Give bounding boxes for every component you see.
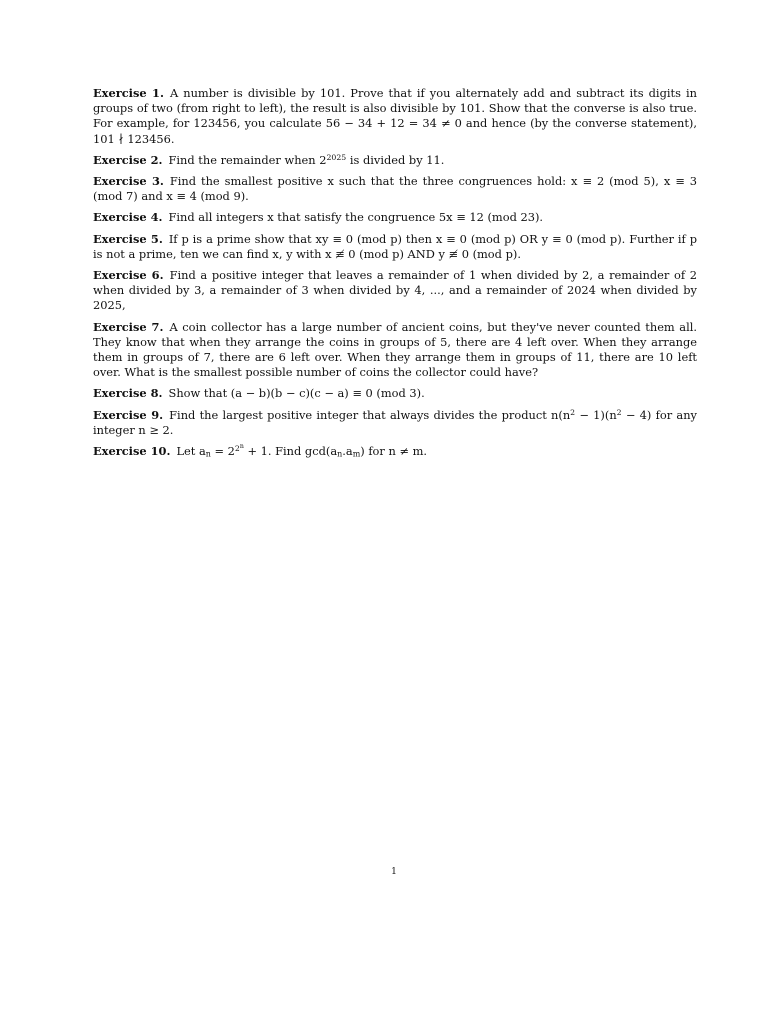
exercise-text: A number is divisible by 101. Prove that if you alternately add and subtract its digits in groups of two (from right to left), the result is also divisible by 101. Show that the converse is also true. For example, for 123456, you calculate 56 − 34 + 12 = 34 ≠ 0 and hence (by the converse statement), 101 ∤ 123456.	[93, 86, 697, 146]
exercise-label: Exercise 5.	[93, 231, 163, 246]
exercise-text: A coin collector has a large number of ancient coins, but they've never counted them all. They know that when they arrange the coins in groups of 5, there are 4 left over. When they arrange them in groups of 7, there are 6 left over. When they arrange them in groups of 11, there are 10 left over. What is the smallest possible number of coins the collector could have?	[93, 319, 697, 380]
exercise-text: Find the remainder when 2	[168, 152, 327, 167]
exercise-text: Find all integers x that satisfy the congruence 5x ≡ 12 (mod 23).	[168, 210, 544, 225]
exercise-3	[93, 174, 697, 204]
exponent: 2	[570, 407, 576, 417]
subscript: n	[205, 449, 211, 459]
exercise-text: Let a	[176, 444, 206, 459]
exercise-label: Exercise 7.	[93, 319, 164, 334]
exercise-text-dot: .a	[342, 444, 353, 459]
exercise-label: Exercise 6.	[93, 268, 164, 283]
exponent-exponent: n	[239, 442, 244, 450]
exercise-label: Exercise 2.	[93, 152, 163, 167]
subscript: m	[352, 449, 361, 459]
exercise-text-mid: + 1. Find gcd(a	[243, 444, 338, 459]
exponent: 2	[616, 407, 622, 417]
exercise-text-mid: − 1)(n	[575, 407, 617, 422]
subscript: n	[337, 449, 343, 459]
exercise-label: Exercise 1.	[93, 86, 164, 100]
exercise-6	[93, 268, 697, 314]
exercise-label: Exercise 9.	[93, 407, 164, 422]
exercise-text-tail: is divided by 11.	[346, 152, 445, 167]
exercise-2	[93, 153, 697, 168]
exponent	[235, 444, 244, 453]
exercise-9	[93, 408, 697, 438]
exercise-list	[93, 86, 697, 465]
exercise-10	[93, 444, 697, 459]
exercise-text: Show that (a − b)(b − c)(c − a) ≡ 0 (mod 3).	[168, 386, 425, 401]
exercise-text-tail: ) for n ≠ m.	[360, 444, 428, 459]
exercise-7	[93, 320, 697, 381]
exponent-base: 2	[234, 443, 240, 453]
exercise-text-tail: − 4) for any integer n ≥ 2.	[93, 407, 697, 437]
exercise-text: Find a positive integer that leaves a remainder of 1 when divided by 2, a remainder of 2 when divided by 3, a remainder of 3 when divided by 4, ..., and a remainder of 2024 when divided by 2025,	[93, 268, 697, 313]
exercise-text-eq: = 2	[210, 444, 235, 459]
exercise-label: Exercise 10.	[93, 444, 171, 459]
exercise-label: Exercise 3.	[93, 174, 164, 189]
exercise-4	[93, 210, 697, 225]
page-number: 1	[391, 867, 397, 877]
exercise-label: Exercise 8.	[93, 386, 163, 401]
exercise-label: Exercise 4.	[93, 210, 163, 225]
exercise-8	[93, 386, 697, 401]
exercise-text: If p is a prime show that xy ≡ 0 (mod p) then x ≡ 0 (mod p) OR y ≡ 0 (mod p). Further if p is not a prime, ten we can find x, y with x ≢ 0 (mod p) AND y ≢ 0 (mod p).	[93, 231, 697, 261]
exercise-1	[93, 86, 697, 147]
exponent: 2025	[326, 152, 347, 162]
exercise-text: Find the largest positive integer that always divides the product n(n	[169, 407, 571, 422]
exercise-text: Find the smallest positive x such that the three congruences hold: x ≡ 2 (mod 5), x ≡ 3 (mod 7) and x ≡ 4 (mod 9).	[93, 174, 697, 204]
exercise-5	[93, 232, 697, 262]
